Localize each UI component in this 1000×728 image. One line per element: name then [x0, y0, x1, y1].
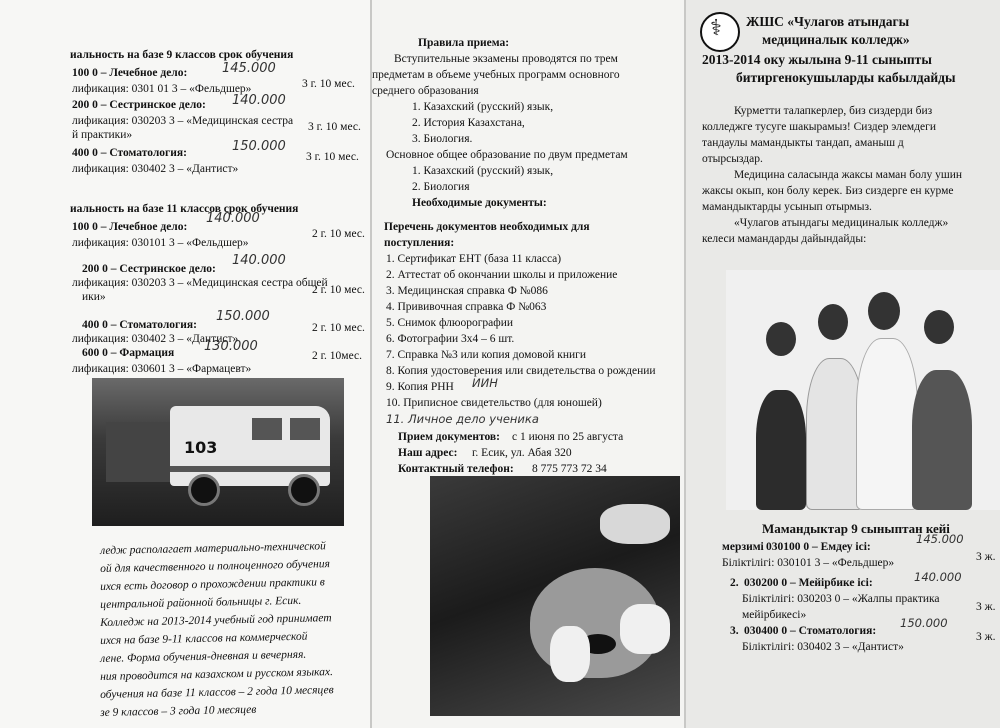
ambulance-stripe: [170, 466, 330, 472]
paragraph-line-1: ледж располагает материально-технической: [100, 540, 326, 557]
spec-3-price: 150.000: [900, 616, 948, 630]
sec11-item-3-qual: лификация: 030402 3 – «Дантист»: [72, 333, 239, 345]
ambulance-photo: [92, 378, 344, 526]
sec11-item-1-code: 100 0 – Лечебное дело:: [72, 221, 188, 233]
spec-2-qual2: мейірбикесі»: [742, 609, 807, 621]
paragraph-line-8: ния проводится на казахском и русском языках.: [100, 666, 334, 683]
doc-item-10: 10. Приписное свидетельство (для юношей): [386, 397, 602, 409]
staff-member: [856, 338, 918, 510]
sec9-item-3-term: 3 г. 10 мес.: [306, 151, 359, 163]
body-line-6: жаксы окып, кон болу керек. Биз сиздерге ен курме: [702, 185, 954, 197]
doc-item-8: 8. Копия удостоверения или свидетельства о рождении: [386, 365, 656, 377]
dentist-photo: [430, 476, 680, 716]
ambulance-number: 103: [184, 438, 218, 457]
body-line-4: отырсыздар.: [702, 153, 763, 165]
spec-1-term: 3 ж.: [976, 551, 996, 563]
sec11-item-2-code: 200 0 – Сестринское дело:: [82, 263, 216, 275]
ambulance-window: [290, 418, 320, 440]
paragraph-line-5: Колледж на 2013-2014 учебный год принимает: [100, 612, 332, 629]
spec-3-term: 3 ж.: [976, 631, 996, 643]
intake-value: с 1 июня по 25 августа: [512, 431, 624, 443]
sec9-item-2-qual2: й практики»: [72, 129, 133, 141]
sec11-item-2-term: 2 г. 10 мес.: [312, 284, 365, 296]
body-line-9: келеси мамандарды дайындайды:: [702, 233, 867, 245]
middle-panel: [372, 0, 684, 728]
ambulance-wheel: [188, 474, 220, 506]
sec11-item-3-code: 400 0 – Стоматология:: [82, 319, 197, 331]
sec9-item-1-code: 100 0 – Лечебное дело:: [72, 67, 188, 79]
body-line-5: Медицина саласында жаксы маман болу ушин: [734, 169, 963, 181]
doc-item-6: 6. Фотографии 3х4 – 6 шт.: [386, 333, 515, 345]
sec11-item-2-price: 140.000: [232, 253, 286, 268]
dentist-glove: [620, 604, 670, 654]
staff-group-photo: [726, 270, 1000, 510]
spec-1-code: 030100 0 – Емдеу ісі:: [766, 541, 871, 553]
sec11-item-2-qual: лификация: 030203 3 – «Медицинская сестра общей: [72, 277, 328, 289]
spec-1-price: 145.000: [916, 532, 964, 546]
doc-item-3: 3. Медицинская справка Ф №086: [386, 285, 548, 297]
paragraph-line-3: ихся есть договор о прохождении практики в: [100, 576, 325, 593]
address-value: г. Есик, ул. Абая 320: [472, 447, 572, 459]
sec11-item-2-qual2: ики»: [82, 291, 106, 303]
sec9-item-1-term: 3 г. 10 мес.: [302, 78, 355, 90]
rules-line-7: Основное общее образование по двум предметам: [386, 149, 628, 161]
staff-head: [818, 304, 848, 340]
sec9-item-2-term: 3 г. 10 мес.: [308, 121, 361, 133]
doc-item-2: 2. Аттестат об окончании школы и приложение: [386, 269, 618, 281]
sec9-item-3-price: 150.000: [232, 139, 286, 154]
spec-1-qual: Біліктілігі: 030101 3 – «Фельдшер»: [722, 557, 895, 569]
body-line-3: тандаулы мамандыкты тандап, аманыш д: [702, 137, 904, 149]
sec11-item-4-term: 2 г. 10мес.: [312, 350, 362, 362]
sec9-item-1-price: 145.000: [222, 61, 276, 76]
ambulance-photo-background-vehicle: [106, 422, 176, 482]
paragraph-line-4: центральной районной больницы г. Есик.: [100, 594, 302, 611]
rules-line-6: 3. Биология.: [412, 133, 473, 145]
spec-2-term: 3 ж.: [976, 601, 996, 613]
spec-3-code: 030400 0 – Стоматология:: [744, 625, 877, 637]
sec11-item-3-price: 150.000: [216, 309, 270, 324]
sec11-item-4-code: 600 0 – Фармация: [82, 347, 175, 359]
title-line-1: ЖШС «Чулагов атындагы: [746, 14, 910, 29]
title-line-4: битиргенокушыларды кабылдайды: [736, 70, 956, 85]
doc-item-9-handwritten: ИИН: [472, 376, 498, 390]
body-line-7: мамандыктарды усынып отырмыз.: [702, 201, 872, 213]
rules-line-1: Вступительные экзамены проводятся по трем: [394, 53, 618, 65]
ambulance-wheel: [288, 474, 320, 506]
rules-line-8: 1. Казахский (русский) язык,: [412, 165, 554, 177]
rules-line-9: 2. Биология: [412, 181, 470, 193]
sec9-item-3-code: 400 0 – Стоматология:: [72, 147, 187, 159]
body-line-8: «Чулагов атындагы медициналык колледж»: [734, 217, 949, 229]
spec-subtitle: мерзимі: [722, 541, 764, 553]
sec11-item-3-term: 2 г. 10 мес.: [312, 322, 365, 334]
doc-item-1: 1. Сертификат ЕНТ (база 11 класса): [386, 253, 562, 265]
spec-3-num: 3.: [730, 625, 739, 637]
doc-item-5: 5. Снимок флюорографии: [386, 317, 514, 329]
rules-line-3: среднего образования: [372, 85, 479, 97]
body-line-2: колледжге тусуге шакырамыз! Сиздер элемдеги: [702, 121, 937, 133]
spec-title: Мамандыктар 9 сыныптан кейі: [762, 521, 950, 536]
paragraph-line-2: ой для качественного и полноценного обучения: [100, 558, 331, 575]
title-line-2: медициналык колледж»: [762, 32, 910, 47]
paragraph-line-7: лене. Форма обучения-дневная и вечерняя.: [100, 648, 307, 665]
address-label: Наш адрес:: [398, 447, 458, 459]
college-logo-icon: [700, 12, 740, 52]
body-line-1: Курметти талапкерлер, биз сиздерди биз: [734, 105, 933, 117]
sec11-item-1-qual: лификация: 030101 3 – «Фельдшер»: [72, 237, 249, 249]
dentist-cap: [600, 504, 670, 544]
sec9-item-2-price: 140.000: [232, 93, 286, 108]
docs-title: Необходимые документы:: [412, 197, 547, 209]
doc-item-7: 7. Справка №3 или копия домовой книги: [386, 349, 587, 361]
staff-head: [766, 322, 796, 356]
phone-1: 8 775 773 72 34: [532, 463, 607, 475]
ambulance-window: [252, 418, 282, 440]
docs-list-title-2: поступления:: [384, 237, 455, 249]
rules-line-4: 1. Казахский (русский) язык,: [412, 101, 554, 113]
doc-item-4: 4. Прививочная справка Ф №063: [386, 301, 547, 313]
intake-label: Прием документов:: [398, 431, 500, 443]
right-panel: [686, 0, 1000, 728]
docs-list-title: Перечень документов необходимых для: [384, 221, 590, 233]
staff-member: [756, 390, 806, 510]
title-line-3: 2013-2014 оку жылына 9-11 сыныпты: [702, 52, 932, 67]
paragraph-line-6: ихся на базе 9-11 классов на коммерческой: [100, 630, 308, 647]
spec-2-qual: Біліктілігі: 030203 0 – «Жалпы практика: [742, 593, 940, 605]
rules-line-2: предметам в объеме учебных программ основного: [372, 69, 620, 81]
staff-head: [868, 292, 900, 330]
sec11-item-1-price: 140.000: [206, 211, 260, 226]
staff-member: [912, 370, 972, 510]
sec9-item-3-qual: лификация: 030402 3 – «Дантист»: [72, 163, 239, 175]
paragraph-line-9: обучения на базе 11 классов – 2 года 10 месяцев: [100, 684, 334, 701]
doc-item-11-handwritten: 11. Личное дело ученика: [386, 412, 539, 426]
spec-3-qual: Біліктілігі: 030402 3 – «Дантист»: [742, 641, 904, 653]
sec11-item-4-price: 130.000: [204, 339, 258, 354]
sec9-item-2-code: 200 0 – Сестринское дело:: [72, 99, 206, 111]
phone-label: Контактный телефон:: [398, 463, 514, 475]
sec9-item-2-qual: лификация: 030203 3 – «Медицинская сестра: [72, 115, 294, 127]
spec-2-price: 140.000: [914, 570, 962, 584]
rules-title: Правила приема:: [418, 37, 510, 49]
sec11-title: иальность на базе 11 классов срок обучения: [70, 203, 299, 215]
sec11-item-4-qual: лификация: 030601 3 – «Фармацевт»: [72, 363, 252, 375]
staff-head: [924, 310, 954, 344]
sec11-item-1-term: 2 г. 10 мес.: [312, 228, 365, 240]
paragraph-line-10: зе 9 классов – 3 года 10 месяцев: [100, 703, 257, 719]
left-panel: [0, 0, 370, 728]
spec-2-code: 030200 0 – Мейірбике ісі:: [744, 577, 873, 589]
dentist-glove: [550, 626, 590, 682]
sec9-item-1-qual: лификация: 0301 01 3 – «Фельдшер»: [72, 83, 252, 95]
spec-2-num: 2.: [730, 577, 739, 589]
rules-line-5: 2. История Казахстана,: [412, 117, 525, 129]
sec9-title: иальность на базе 9 классов срок обучения: [70, 49, 294, 61]
doc-item-9: 9. Копия РНН: [386, 381, 454, 393]
